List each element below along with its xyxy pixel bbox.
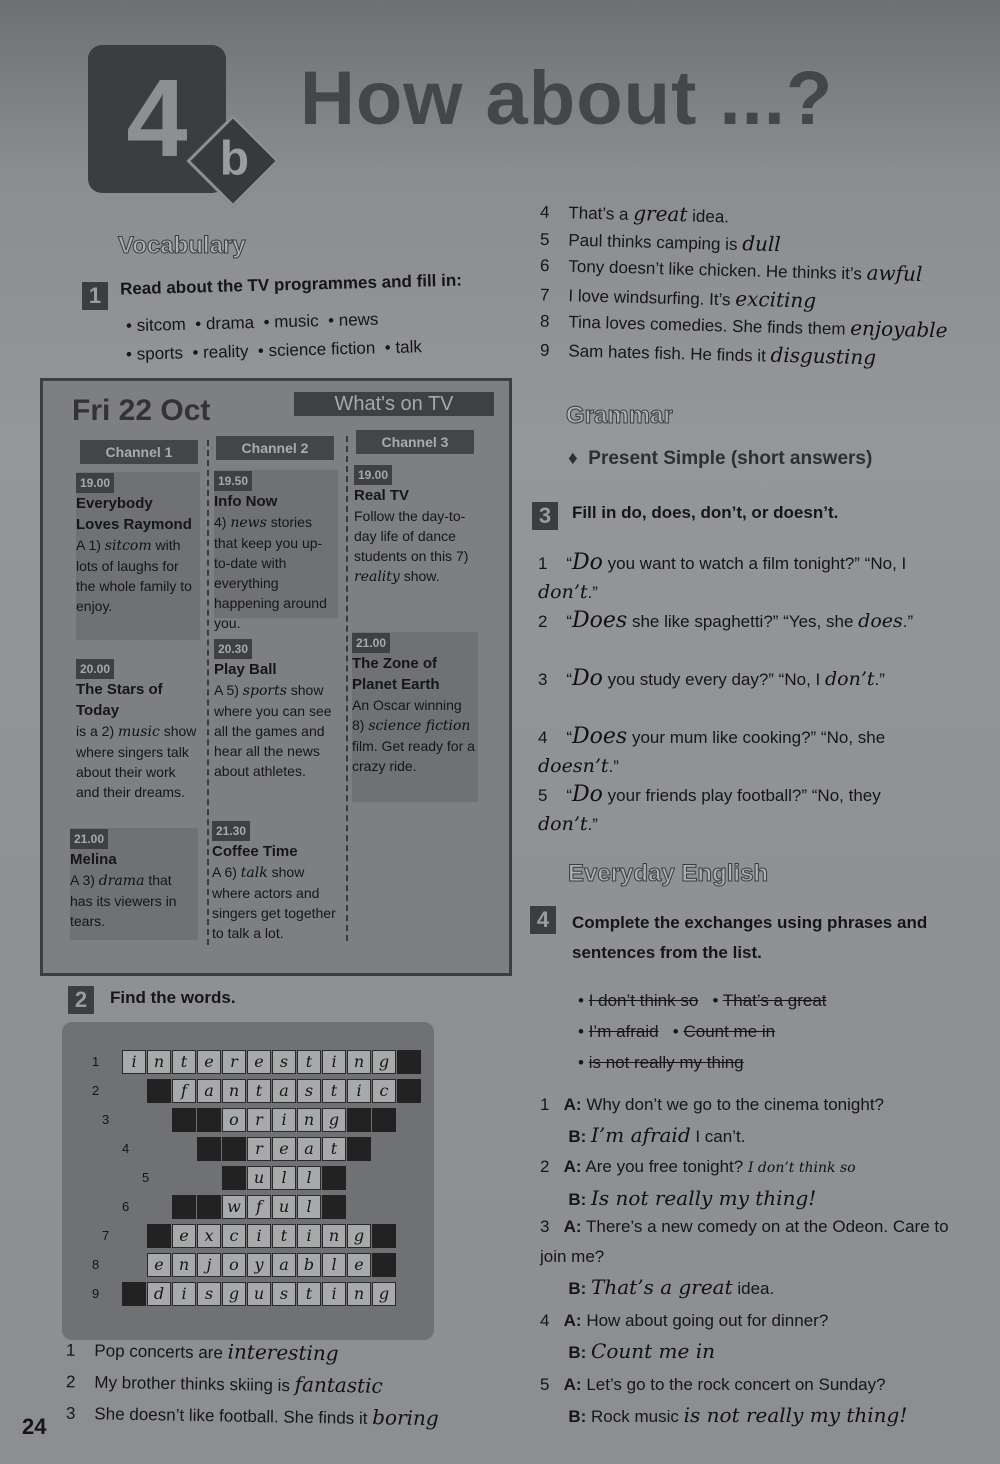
puzzle-black-cell bbox=[147, 1079, 171, 1103]
exercise-3-number: 3 bbox=[532, 502, 558, 530]
puzzle-cell[interactable]: y bbox=[247, 1253, 271, 1277]
sentence-3 bbox=[66, 1401, 439, 1432]
word-item: sitcom bbox=[136, 314, 187, 336]
puzzle-cell[interactable]: l bbox=[297, 1166, 321, 1190]
puzzle-cell[interactable]: l bbox=[272, 1166, 296, 1190]
puzzle-cell[interactable]: s bbox=[272, 1050, 296, 1074]
puzzle-black-cell bbox=[347, 1137, 371, 1161]
sentence-9 bbox=[540, 338, 877, 371]
speaker-b-end: idea. bbox=[737, 1279, 775, 1298]
puzzle-cell[interactable]: a bbox=[297, 1137, 321, 1161]
sentence-text: Tina loves comedies. She finds them bbox=[568, 312, 846, 339]
puzzle-black-cell bbox=[397, 1079, 421, 1103]
phrase-list: • I don’t think so • That’s a great • I’m afraid • Count me in • is not really my thing bbox=[578, 991, 827, 1072]
word-list-row-2: • sports • reality • science fiction • talk bbox=[125, 337, 423, 364]
puzzle-cell[interactable]: a bbox=[197, 1079, 221, 1103]
grammar-heading: Grammar bbox=[566, 402, 673, 429]
phrase-item: That’s a great bbox=[722, 991, 827, 1010]
puzzle-row-number: 3 bbox=[102, 1112, 110, 1127]
puzzle-cell[interactable]: r bbox=[247, 1137, 271, 1161]
puzzle-cell[interactable]: s bbox=[197, 1282, 221, 1306]
puzzle-cell[interactable]: i bbox=[297, 1224, 321, 1248]
sentence-text: Tony doesn’t like chicken. He thinks it’s bbox=[568, 256, 863, 284]
handwritten-answer: science fiction bbox=[368, 718, 471, 734]
ex4-item-4: 4 A: How about going out for dinner? B: Count me in bbox=[540, 1311, 829, 1363]
puzzle-cell[interactable]: c bbox=[222, 1224, 246, 1248]
programme-title: Melina bbox=[70, 851, 117, 868]
puzzle-cell[interactable]: n bbox=[147, 1050, 171, 1074]
puzzle-cell[interactable]: g bbox=[347, 1224, 371, 1248]
puzzle-row-number: 8 bbox=[92, 1257, 100, 1272]
programme-time: 21.30 bbox=[212, 821, 250, 841]
sentence-text: Pop concerts are bbox=[94, 1341, 224, 1363]
handwritten-answer[interactable]: don’t bbox=[824, 668, 875, 690]
tv-header: What's on TV bbox=[294, 392, 494, 416]
exercise-1-instruction: Read about the TV programmes and fill in: bbox=[119, 270, 463, 299]
handwritten-answer[interactable]: Does bbox=[572, 724, 628, 749]
sentence-number: 7 bbox=[539, 285, 550, 305]
handwritten-answer[interactable]: Does bbox=[572, 608, 628, 633]
puzzle-cell[interactable]: u bbox=[247, 1282, 271, 1306]
programme-text: show where singers talk about their work and their dreams. bbox=[76, 723, 197, 800]
phrase-item: Count me in bbox=[683, 1022, 776, 1041]
puzzle-black-cell bbox=[172, 1195, 196, 1219]
puzzle-cell[interactable]: b bbox=[297, 1253, 321, 1277]
programme-text: show where actors and singers get together to talk a lot. bbox=[212, 864, 336, 941]
puzzle-cell[interactable]: t bbox=[322, 1079, 346, 1103]
unit-number: 4 bbox=[126, 57, 188, 180]
sentence-text: That’s a bbox=[568, 203, 629, 224]
programme-time: 19.00 bbox=[76, 473, 114, 493]
speaker-b-text: Rock music bbox=[591, 1407, 679, 1426]
puzzle-black-cell bbox=[322, 1195, 346, 1219]
puzzle-cell[interactable]: i bbox=[322, 1050, 346, 1074]
handwritten-answer: talk bbox=[240, 865, 268, 881]
speaker-a-text: There’s a new comedy on at the Odeon. Care to join me? bbox=[540, 1217, 949, 1266]
programme-title: Real TV bbox=[354, 487, 410, 504]
puzzle-row-number: 7 bbox=[102, 1228, 110, 1243]
item-number: 1 bbox=[540, 1095, 550, 1114]
handwritten-answer[interactable]: Do bbox=[572, 666, 603, 691]
puzzle-row-number: 6 bbox=[122, 1199, 130, 1214]
puzzle-cell[interactable]: x bbox=[197, 1224, 221, 1248]
speaker-b-end: I can’t. bbox=[695, 1127, 746, 1146]
ex3-item-5: 5 “Do your friends play football?” “No, they don’t.” bbox=[538, 782, 881, 835]
puzzle-black-cell bbox=[197, 1195, 221, 1219]
handwritten-answer[interactable]: exciting bbox=[735, 286, 817, 313]
puzzle-black-cell bbox=[197, 1137, 221, 1161]
item-number: 2 bbox=[540, 1157, 550, 1176]
puzzle-black-cell bbox=[147, 1224, 171, 1248]
puzzle-cell[interactable]: r bbox=[247, 1108, 271, 1132]
sentence-text: She doesn’t like football. She finds it bbox=[94, 1404, 368, 1429]
handwritten-answer[interactable]: is not really my thing! bbox=[683, 1403, 908, 1427]
puzzle-black-cell bbox=[347, 1108, 371, 1132]
word-item: talk bbox=[395, 337, 423, 357]
programme-text: A 1) bbox=[76, 537, 105, 553]
puzzle-cell[interactable]: g bbox=[372, 1282, 396, 1306]
sentence-text: My brother thinks skiing is bbox=[94, 1372, 291, 1396]
programme-time: 21.00 bbox=[352, 633, 390, 653]
ex3-item-1: 1 “Do you want to watch a film tonight?” “No, I don’t.” bbox=[538, 550, 907, 603]
puzzle-black-cell bbox=[322, 1166, 346, 1190]
puzzle-cell[interactable]: g bbox=[372, 1050, 396, 1074]
puzzle-cell[interactable]: i bbox=[247, 1224, 271, 1248]
handwritten-note: I don’t think so bbox=[747, 1160, 856, 1176]
item-text: she like spaghetti?” “Yes, she bbox=[631, 612, 854, 631]
ex4-item-1: 1 A: Why don’t we go to the cinema tonight? B: I’m afraid I can’t. bbox=[540, 1095, 885, 1147]
sentence-text: I love windsurfing. It’s bbox=[568, 286, 731, 310]
item-number: 4 bbox=[538, 728, 548, 747]
puzzle-cell[interactable]: u bbox=[272, 1195, 296, 1219]
programme-text: 4) bbox=[214, 514, 231, 530]
programme-time: 20.30 bbox=[214, 639, 252, 659]
puzzle-black-cell bbox=[372, 1253, 396, 1277]
programme-text: A 3) bbox=[70, 872, 99, 888]
word-item: reality bbox=[202, 341, 249, 362]
programme-text: film. Get ready for a crazy ride. bbox=[352, 738, 475, 774]
puzzle-cell[interactable]: e bbox=[247, 1050, 271, 1074]
programme-text: show where you can see all the games and hear all the news about athletes. bbox=[214, 682, 332, 779]
puzzle-row-number: 5 bbox=[142, 1170, 150, 1185]
programme-title: Everybody Loves Raymond bbox=[76, 495, 192, 533]
puzzle-black-cell bbox=[372, 1224, 396, 1248]
sentence-text: Paul thinks camping is bbox=[568, 230, 738, 255]
puzzle-cell[interactable]: i bbox=[172, 1282, 196, 1306]
programme-ch3-2 bbox=[352, 632, 478, 802]
puzzle-cell[interactable]: t bbox=[322, 1137, 346, 1161]
programme-ch3-1 bbox=[354, 464, 478, 614]
channel-2-header: Channel 2 bbox=[216, 436, 334, 460]
puzzle-cell[interactable]: g bbox=[222, 1282, 246, 1306]
puzzle-cell[interactable]: g bbox=[322, 1108, 346, 1132]
handwritten-answer[interactable]: does bbox=[858, 610, 903, 632]
item-number: 1 bbox=[538, 554, 548, 573]
puzzle-cell[interactable]: u bbox=[247, 1166, 271, 1190]
phrase-item: is not really my thing bbox=[588, 1053, 744, 1072]
item-number: 5 bbox=[538, 786, 548, 805]
programme-ch1-3 bbox=[70, 828, 198, 940]
programme-title: The Zone of Planet Earth bbox=[352, 655, 440, 693]
page-title: How about ...? bbox=[300, 56, 834, 141]
sentence-number: 8 bbox=[539, 311, 550, 331]
puzzle-cell[interactable]: t bbox=[297, 1282, 321, 1306]
puzzle-cell[interactable]: s bbox=[297, 1079, 321, 1103]
item-end: .” bbox=[874, 670, 885, 689]
sentence-number: 6 bbox=[539, 255, 550, 276]
column-divider bbox=[346, 436, 348, 941]
handwritten-answer[interactable]: Is not really my thing! bbox=[591, 1186, 817, 1210]
sentence-number: 5 bbox=[539, 229, 550, 250]
puzzle-row-number: 1 bbox=[92, 1054, 100, 1069]
sentence-8 bbox=[540, 309, 948, 344]
puzzle-black-cell bbox=[197, 1108, 221, 1132]
item-number: 5 bbox=[540, 1375, 550, 1394]
speaker-a-text: Are you free tonight? bbox=[585, 1157, 744, 1176]
handwritten-answer: sports bbox=[242, 683, 287, 699]
puzzle-cell[interactable]: i bbox=[322, 1282, 346, 1306]
sentence-2 bbox=[66, 1369, 383, 1399]
puzzle-row-number: 2 bbox=[92, 1083, 100, 1098]
puzzle-cell[interactable]: n bbox=[347, 1050, 371, 1074]
item-text: your mum like cooking?” “No, she bbox=[631, 728, 886, 747]
puzzle-cell[interactable]: a bbox=[272, 1253, 296, 1277]
word-list-row-1: • sitcom • drama • music • news bbox=[125, 309, 379, 336]
puzzle-cell[interactable]: i bbox=[272, 1108, 296, 1132]
ex4-item-5: 5 A: Let’s go to the rock concert on Sunday? B: Rock music is not really my thing! bbox=[540, 1375, 908, 1427]
puzzle-cell[interactable]: l bbox=[322, 1253, 346, 1277]
channel-3-header: Channel 3 bbox=[356, 430, 474, 454]
programme-ch2-3 bbox=[212, 820, 336, 944]
handwritten-answer[interactable]: disgusting bbox=[770, 342, 877, 370]
puzzle-row-number: 9 bbox=[92, 1286, 100, 1301]
handwritten-answer[interactable]: doesn’t bbox=[538, 755, 609, 777]
handwritten-answer[interactable]: enjoyable bbox=[849, 315, 948, 343]
word-item: music bbox=[273, 311, 319, 332]
puzzle-black-cell bbox=[122, 1282, 146, 1306]
puzzle-cell[interactable]: a bbox=[272, 1079, 296, 1103]
handwritten-answer[interactable]: dull bbox=[741, 231, 782, 257]
puzzle-cell[interactable]: n bbox=[322, 1224, 346, 1248]
handwritten-answer[interactable]: Do bbox=[572, 782, 603, 807]
speaker-a-text: Why don’t we go to the cinema tonight? bbox=[586, 1095, 885, 1114]
grammar-subheading: ♦ Present Simple (short answers) bbox=[568, 448, 873, 469]
ex3-item-4: 4 “Does your mum like cooking?” “No, she doesn’t.” bbox=[538, 724, 886, 777]
item-number: 3 bbox=[538, 670, 548, 689]
programme-text: Follow the day-to-day life of dance students on this 7) bbox=[354, 508, 469, 564]
word-item: sports bbox=[136, 343, 184, 364]
grammar-subheading-text: Present Simple (short answers) bbox=[588, 448, 873, 469]
programme-text: with lots of laughs for the whole family to enjoy. bbox=[76, 537, 192, 614]
puzzle-cell[interactable]: t bbox=[247, 1079, 271, 1103]
handwritten-answer[interactable]: fantastic bbox=[294, 1372, 383, 1398]
word-item: news bbox=[338, 309, 379, 330]
puzzle-cell[interactable]: n bbox=[172, 1253, 196, 1277]
puzzle-row-number: 4 bbox=[122, 1141, 130, 1156]
sentence-end: idea. bbox=[691, 206, 730, 227]
item-end: .” bbox=[902, 612, 914, 631]
programme-title: Coffee Time bbox=[212, 843, 298, 860]
puzzle-cell[interactable]: c bbox=[372, 1079, 396, 1103]
sentence-number: 9 bbox=[539, 340, 550, 360]
speaker-a-text: How about going out for dinner? bbox=[586, 1311, 829, 1330]
phrase-item: I’m afraid bbox=[588, 1022, 659, 1041]
puzzle-cell[interactable]: o bbox=[222, 1253, 246, 1277]
exercise-2-number: 2 bbox=[68, 986, 94, 1014]
programme-ch2-2 bbox=[214, 638, 338, 806]
handwritten-answer[interactable]: I’m afraid bbox=[591, 1123, 691, 1147]
ex3-item-2: 2 “Does she like spaghetti?” “Yes, she does.” bbox=[538, 608, 914, 633]
handwritten-answer[interactable]: Count me in bbox=[591, 1339, 715, 1363]
programme-text: show. bbox=[403, 568, 440, 584]
puzzle-cell[interactable]: d bbox=[147, 1282, 171, 1306]
puzzle-black-cell bbox=[397, 1050, 421, 1074]
sentence-number: 3 bbox=[65, 1403, 76, 1423]
puzzle-black-cell bbox=[172, 1108, 196, 1132]
programme-ch1-2 bbox=[76, 658, 200, 808]
programme-text: An Oscar winning 8) bbox=[352, 697, 462, 733]
item-end: .” bbox=[587, 583, 598, 602]
handwritten-answer: sitcom bbox=[104, 538, 152, 554]
puzzle-cell[interactable]: e bbox=[172, 1224, 196, 1248]
sentence-number: 1 bbox=[65, 1340, 76, 1360]
item-end: .” bbox=[608, 757, 619, 776]
item-text: you study every day?” “No, I bbox=[607, 670, 821, 689]
word-item: drama bbox=[205, 312, 255, 334]
puzzle-cell[interactable]: f bbox=[172, 1079, 196, 1103]
handwritten-answer: drama bbox=[98, 873, 145, 889]
sentence-number: 2 bbox=[65, 1372, 76, 1392]
programme-text: A 6) bbox=[212, 864, 241, 880]
channel-1-header: Channel 1 bbox=[80, 440, 198, 464]
puzzle-cell[interactable]: e bbox=[147, 1253, 171, 1277]
everyday-english-heading: Everyday English bbox=[568, 860, 769, 887]
item-text: your friends play football?” “No, they bbox=[607, 786, 881, 805]
puzzle-cell[interactable]: l bbox=[297, 1195, 321, 1219]
puzzle-black-cell bbox=[222, 1137, 246, 1161]
puzzle-cell[interactable]: w bbox=[222, 1195, 246, 1219]
ex3-item-3: 3 “Do you study every day?” “No, I don’t.” bbox=[538, 666, 885, 691]
programme-title: Play Ball bbox=[214, 661, 277, 678]
puzzle-cell[interactable]: i bbox=[347, 1079, 371, 1103]
programme-time: 19.50 bbox=[214, 471, 252, 491]
programme-title: The Stars of Today bbox=[76, 681, 163, 719]
sentence-1 bbox=[66, 1338, 339, 1367]
puzzle-cell[interactable]: f bbox=[247, 1195, 271, 1219]
programme-text: A 5) bbox=[214, 682, 243, 698]
sentence-5 bbox=[540, 227, 781, 257]
exercise-1-number: 1 bbox=[82, 282, 108, 310]
exercise-4-instruction: Complete the exchanges using phrases and sentences from the list. bbox=[572, 913, 928, 962]
handwritten-answer[interactable]: interesting bbox=[227, 1339, 339, 1366]
puzzle-cell[interactable]: s bbox=[272, 1282, 296, 1306]
programme-ch2-1 bbox=[214, 470, 338, 631]
puzzle-cell[interactable]: r bbox=[222, 1050, 246, 1074]
programme-title: Info Now bbox=[214, 493, 278, 510]
tv-date: Fri 22 Oct bbox=[72, 394, 211, 427]
puzzle-cell[interactable]: t bbox=[172, 1050, 196, 1074]
item-number: 3 bbox=[540, 1217, 550, 1236]
word-item: science fiction bbox=[268, 338, 376, 361]
exercise-3-instruction: Fill in do, does, don’t, or doesn’t. bbox=[572, 503, 839, 522]
unit-letter: b bbox=[219, 132, 250, 186]
handwritten-answer[interactable]: boring bbox=[372, 1405, 439, 1431]
ex4-item-2: 2 A: Are you free tonight? I don’t think so B: Is not really my thing! bbox=[540, 1157, 856, 1210]
programme-text: that has its viewers in tears. bbox=[70, 872, 177, 929]
puzzle-black-cell bbox=[222, 1166, 246, 1190]
item-end: .” bbox=[587, 815, 598, 834]
puzzle-cell[interactable]: n bbox=[222, 1079, 246, 1103]
puzzle-cell[interactable]: e bbox=[347, 1253, 371, 1277]
puzzle-cell[interactable]: j bbox=[197, 1253, 221, 1277]
sentence-6 bbox=[540, 253, 923, 287]
handwritten-answer[interactable]: don’t bbox=[538, 813, 588, 835]
programme-time: 19.00 bbox=[354, 465, 392, 485]
handwritten-answer[interactable]: great bbox=[632, 200, 688, 227]
programme-text: stories that keep you up-to-date with everything happening around you. bbox=[214, 514, 327, 631]
speaker-a-text: Let’s go to the rock concert on Sunday? bbox=[586, 1375, 886, 1394]
programme-ch1-1 bbox=[76, 472, 200, 640]
item-text: you want to watch a film tonight?” “No, I bbox=[607, 554, 907, 573]
phrase-item: I don’t think so bbox=[588, 991, 699, 1010]
handwritten-answer[interactable]: don’t bbox=[538, 581, 588, 603]
item-number: 2 bbox=[538, 612, 548, 631]
sentence-4 bbox=[540, 200, 730, 229]
puzzle-cell[interactable]: n bbox=[347, 1282, 371, 1306]
exercise-4-number: 4 bbox=[530, 906, 556, 934]
sentence-number: 4 bbox=[539, 202, 550, 222]
programme-time: 20.00 bbox=[76, 659, 114, 679]
puzzle-cell[interactable]: i bbox=[122, 1050, 146, 1074]
puzzle-cell[interactable]: e bbox=[197, 1050, 221, 1074]
puzzle-cell[interactable]: e bbox=[272, 1137, 296, 1161]
puzzle-cell[interactable]: t bbox=[272, 1224, 296, 1248]
handwritten-answer[interactable]: awful bbox=[866, 260, 923, 287]
handwritten-answer[interactable]: Do bbox=[572, 550, 603, 575]
puzzle-cell[interactable]: t bbox=[297, 1050, 321, 1074]
vocabulary-heading: Vocabulary bbox=[118, 232, 246, 259]
handwritten-answer: news bbox=[230, 515, 267, 531]
programme-text: is a 2) bbox=[76, 723, 119, 739]
ex4-item-3: 3 A: There’s a new comedy on at the Odeon. Care to join me? B: That’s a great idea. bbox=[540, 1217, 949, 1299]
puzzle-cell[interactable]: n bbox=[297, 1108, 321, 1132]
exercise-2-instruction: Find the words. bbox=[110, 988, 236, 1007]
handwritten-answer: music bbox=[118, 724, 160, 740]
programme-time: 21.00 bbox=[70, 829, 108, 849]
sentence-text: Sam hates fish. He finds it bbox=[568, 341, 767, 366]
column-divider bbox=[207, 440, 209, 945]
page-number: 24 bbox=[22, 1414, 47, 1439]
puzzle-cell[interactable]: o bbox=[222, 1108, 246, 1132]
puzzle-black-cell bbox=[372, 1108, 396, 1132]
handwritten-answer[interactable]: That’s a great bbox=[591, 1275, 733, 1299]
item-number: 4 bbox=[540, 1311, 550, 1330]
handwritten-answer: reality bbox=[354, 569, 400, 585]
